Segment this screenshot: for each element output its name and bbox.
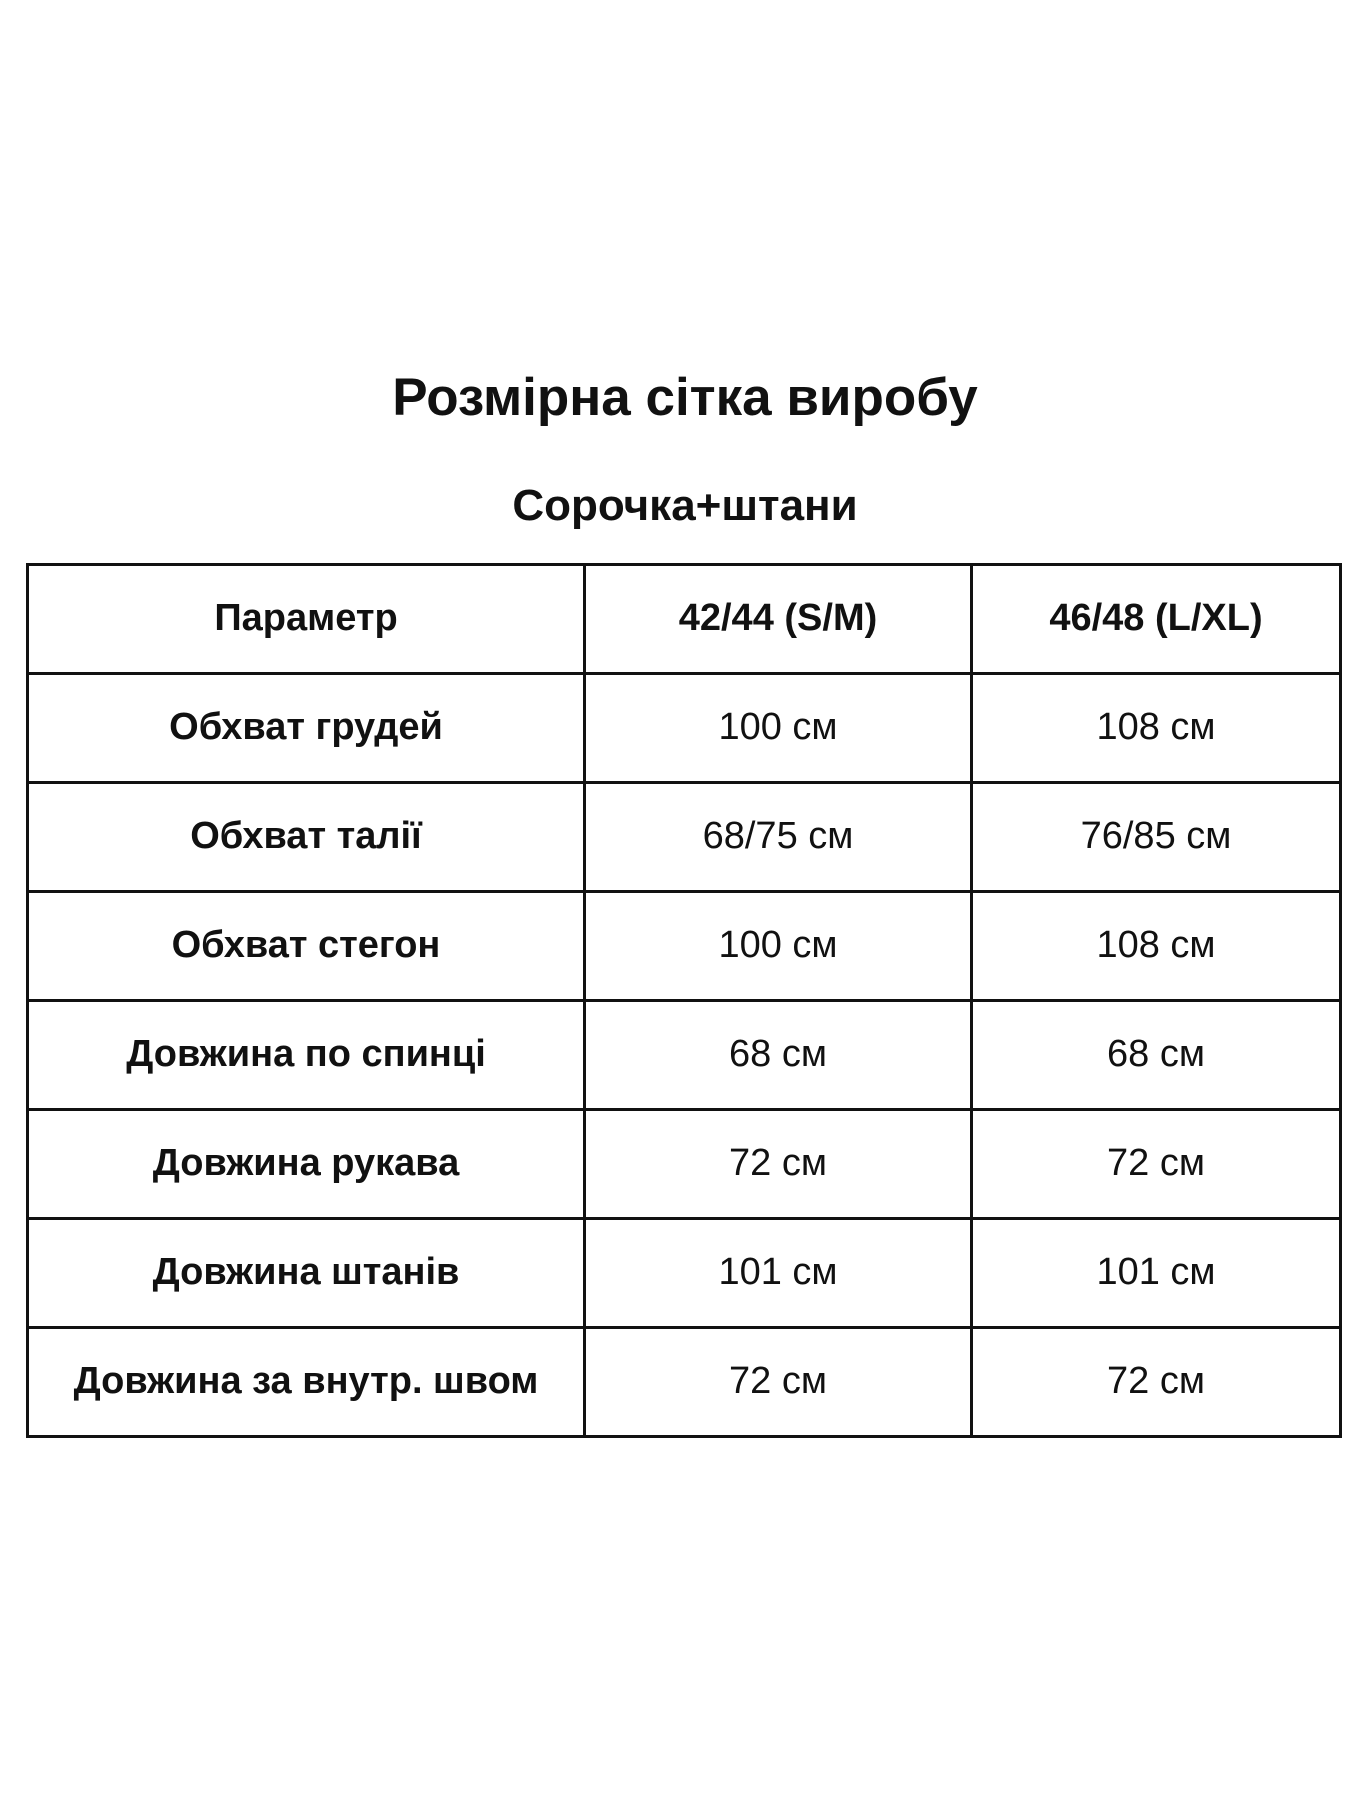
row-value-lxl: 76/85 см xyxy=(972,783,1341,892)
row-value-sm: 100 см xyxy=(585,674,972,783)
product-subtitle: Сорочка+штани xyxy=(512,481,858,530)
row-value-lxl: 101 см xyxy=(972,1219,1341,1328)
row-value-sm: 72 см xyxy=(585,1328,972,1437)
row-value-lxl: 108 см xyxy=(972,892,1341,1001)
table-row xyxy=(28,783,1341,892)
row-value-sm: 68/75 см xyxy=(585,783,972,892)
page-title: Розмірна сітка виробу xyxy=(392,368,978,427)
row-value-sm: 101 см xyxy=(585,1219,972,1328)
row-parameter: Довжина штанів xyxy=(28,1219,585,1328)
table-row xyxy=(28,1328,1341,1437)
row-value-lxl: 72 см xyxy=(972,1328,1341,1437)
table-row xyxy=(28,1001,1341,1110)
row-value-lxl: 72 см xyxy=(972,1110,1341,1219)
table-row xyxy=(28,1219,1341,1328)
row-value-lxl: 68 см xyxy=(972,1001,1341,1110)
row-value-lxl: 108 см xyxy=(972,674,1341,783)
header-size-sm: 42/44 (S/M) xyxy=(585,565,972,674)
row-value-sm: 72 см xyxy=(585,1110,972,1219)
row-parameter: Довжина рукава xyxy=(28,1110,585,1219)
table-row xyxy=(28,1110,1341,1219)
table-header-row xyxy=(28,565,1341,674)
size-chart-table xyxy=(26,563,1342,1438)
row-value-sm: 68 см xyxy=(585,1001,972,1110)
row-parameter: Довжина за внутр. швом xyxy=(28,1328,585,1437)
row-parameter: Довжина по спинці xyxy=(28,1001,585,1110)
header-size-lxl: 46/48 (L/XL) xyxy=(972,565,1341,674)
header-parameter: Параметр xyxy=(28,565,585,674)
table-row xyxy=(28,892,1341,1001)
row-parameter: Обхват грудей xyxy=(28,674,585,783)
row-parameter: Обхват талії xyxy=(28,783,585,892)
table-row xyxy=(28,674,1341,783)
row-value-sm: 100 см xyxy=(585,892,972,1001)
row-parameter: Обхват стегон xyxy=(28,892,585,1001)
